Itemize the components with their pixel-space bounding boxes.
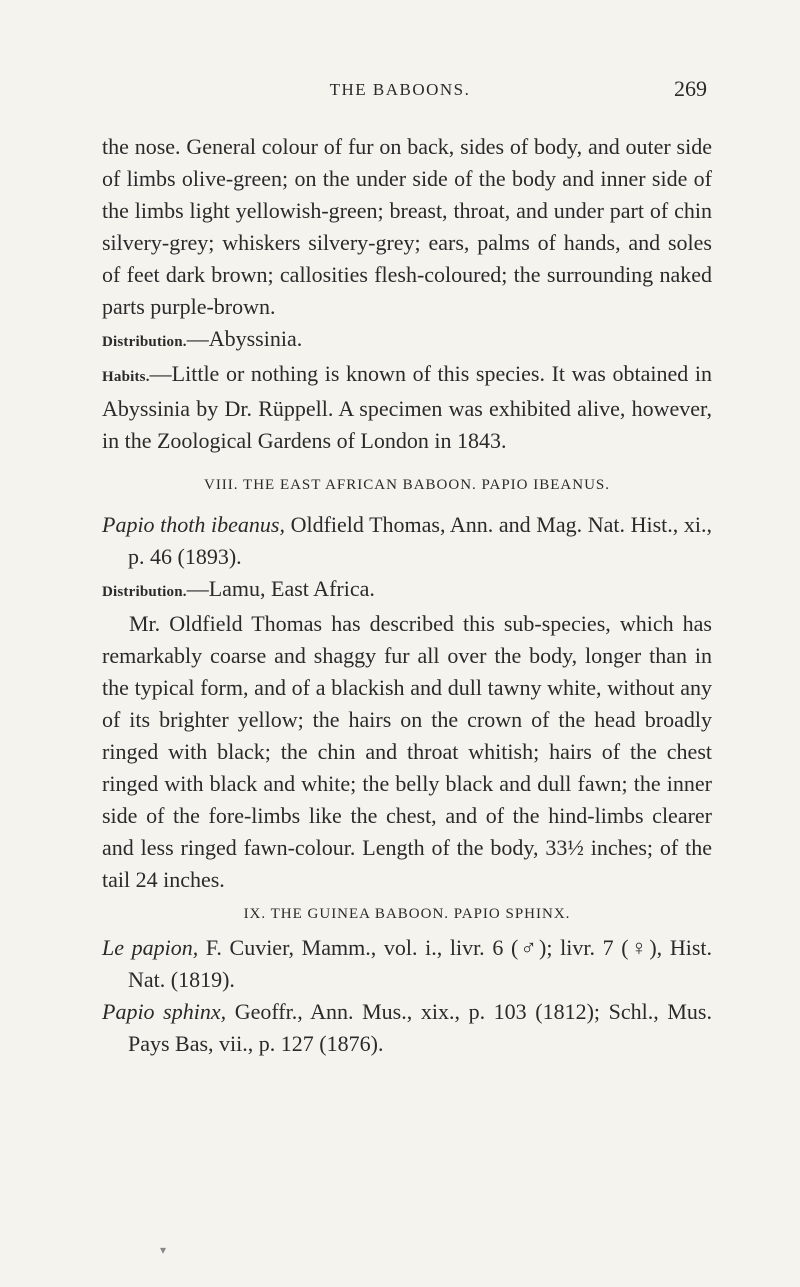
running-title: THE BABOONS. bbox=[329, 80, 471, 99]
distribution-label: Distribution. bbox=[102, 584, 187, 600]
reference-papio-sphinx bbox=[102, 996, 712, 1060]
paragraph-coloration: the nose. General colour of fur on back, sides of body, and outer side of limbs olive-green; on the under side of the body and inner side of the limbs light yellowish-green; breast, throat, and under part of chin silvery-grey; whiskers silvery-grey; ears, palms of hands, and soles of feet dark brown; callosities flesh-coloured; the surrounding naked parts purple-brown. bbox=[102, 134, 712, 319]
reference-species-name: Papio thoth ibeanus, bbox=[102, 512, 285, 537]
reference-species-name: Le papion, bbox=[102, 935, 199, 960]
habits-paragraph bbox=[102, 358, 712, 457]
reference-papio-thoth-ibeanus bbox=[102, 509, 712, 573]
habits-text: —Little or nothing is known of this species. It was obtained in Abyssinia by Dr. Rüppell. A specimen was exhibited alive, however, in the Zoological Gardens of London in 1843. bbox=[102, 361, 712, 453]
printer-mark-icon: ▾ bbox=[160, 1243, 167, 1257]
distribution-label: Distribution. bbox=[102, 334, 187, 350]
distribution-text: —Abyssinia. bbox=[186, 326, 303, 351]
running-head bbox=[0, 76, 800, 110]
body-text bbox=[102, 131, 712, 1060]
distribution-lamu bbox=[102, 573, 712, 608]
distribution-abyssinia bbox=[102, 323, 712, 358]
paragraph-description: Mr. Oldfield Thomas has described this sub-species, which has remarkably coarse and shaggy fur all over the body, longer than in the typical form, and of a blackish and dull tawny white, without any of its brighter yellow; the hairs on the crown of the head broadly ringed with black; the chin and throat whitish; hairs of the chest ringed with black and white; the belly black and dull fawn; the inner side of the fore-limbs like the chest, and of the hind-limbs clearer and less ringed fawn-colour. Length of the body, 33½ inches; of the tail 24 inches. bbox=[102, 611, 712, 892]
reference-citation: F. Cuvier, Mamm., vol. i., livr. 6 (♂); livr. 7 (♀), Hist. Nat. (1819). bbox=[128, 935, 712, 992]
page-number: 269 bbox=[674, 76, 707, 101]
reference-le-papion bbox=[102, 932, 712, 996]
reference-citation: Geoffr., Ann. Mus., xix., p. 103 (1812); Schl., Mus. Pays Bas, vii., p. 127 (1876). bbox=[128, 999, 712, 1056]
reference-species-name: Papio sphinx, bbox=[102, 999, 227, 1024]
section-heading-east-african-baboon: VIII. THE EAST AFRICAN BABOON. PAPIO IBEANUS. bbox=[203, 477, 610, 493]
section-heading-guinea-baboon: IX. THE GUINEA BABOON. PAPIO SPHINX. bbox=[243, 906, 571, 922]
distribution-text: —Lamu, East Africa. bbox=[186, 576, 375, 601]
reference-citation: Oldfield Thomas, Ann. and Mag. Nat. Hist., xi., p. 46 (1893). bbox=[128, 512, 712, 569]
habits-label: Habits. bbox=[102, 369, 150, 385]
